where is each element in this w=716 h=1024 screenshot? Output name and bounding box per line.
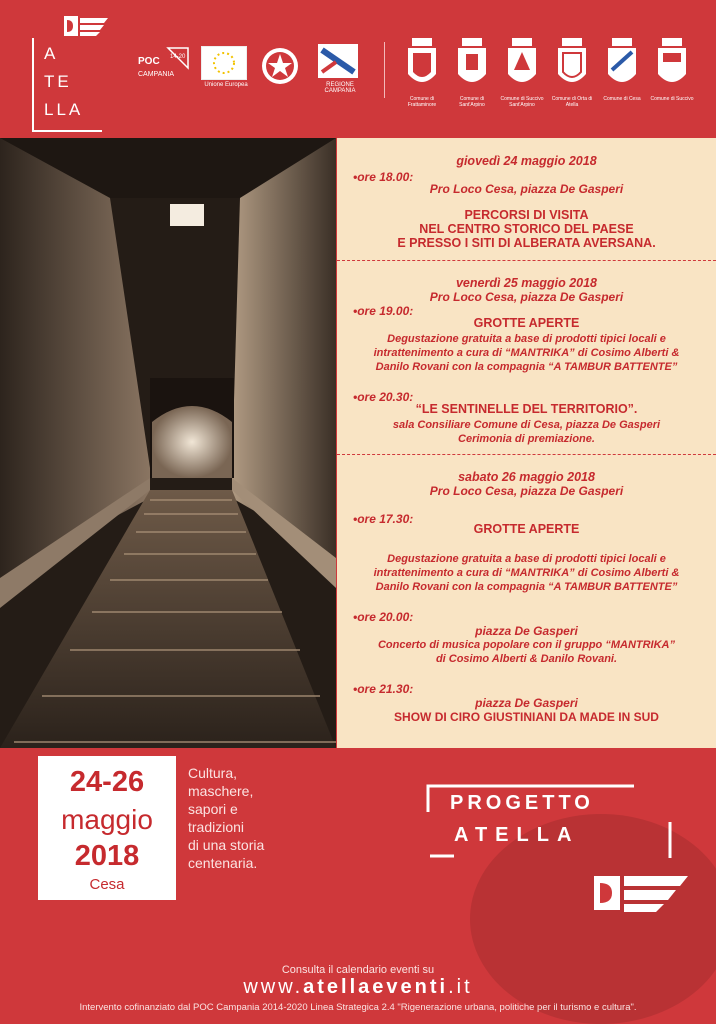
crest-label: Comune di Succivo Sant'Arpino [500, 96, 544, 108]
coat-of-arms-icon [654, 36, 690, 92]
crest-label: Comune di Succivo [650, 96, 694, 102]
website-link[interactable] [0, 976, 716, 999]
tagline-line: sapori e [188, 801, 238, 817]
bottom-band [0, 748, 716, 1024]
coat-of-arms-icon [454, 36, 490, 92]
brand-line-2: TE [44, 72, 72, 91]
day2-place: Pro Loco Cesa, piazza De Gasperi [429, 290, 624, 304]
day3-body-2-line1: Concerto di musica popolare con il gruppo “MANTRIKA” [377, 639, 675, 651]
poc-campania-logo [136, 44, 192, 90]
day3-place-3: piazza De Gasperi [475, 696, 578, 710]
program-panel [337, 138, 716, 748]
day2-time-2: •ore 20.30: [353, 390, 414, 404]
day-divider [337, 260, 716, 261]
eu-caption: Unione Europea [204, 82, 248, 88]
header-divider [384, 42, 385, 98]
day1-place: Pro Loco Cesa, piazza De Gasperi [429, 182, 624, 196]
atella-emblem-icon [64, 16, 108, 40]
day1-title-2: NEL CENTRO STORICO DEL PAESE [419, 222, 634, 236]
project-title-line2: ATELLA [454, 824, 580, 846]
day-divider [337, 454, 716, 455]
day3-time-3: •ore 21.30: [353, 682, 414, 696]
crest-santarpino [454, 36, 490, 108]
url-prefix: www. [243, 976, 304, 998]
coat-of-arms-icon [404, 36, 440, 92]
url-suffix: .it [448, 976, 473, 998]
tagline [188, 764, 318, 872]
eu-flag-icon [201, 46, 247, 80]
crest-orta-di-atella [551, 36, 593, 108]
day3-place-2: piazza De Gasperi [475, 624, 578, 638]
crest-label: Comune di Orta di Atella [551, 96, 593, 108]
day3-body-2-line2: di Cosimo Alberti & Danilo Rovani. [435, 653, 618, 665]
day3-title-1: GROTTE APERTE [473, 522, 580, 536]
brand-line-1: A [44, 44, 59, 63]
day3-time-2: •ore 20.00: [353, 610, 414, 624]
tagline-line: Cultura, [188, 765, 238, 781]
atella-brand-logo [32, 38, 102, 132]
event-town: Cesa [89, 876, 125, 893]
coat-of-arms-icon [504, 36, 540, 92]
event-date-box [38, 756, 176, 900]
day2-title-2: “LE SENTINELLE DEL TERRITORIO”. [415, 402, 638, 416]
regione-campania-logo [312, 44, 366, 92]
poc-campania-icon [136, 44, 192, 84]
event-days: 24-26 [69, 766, 145, 798]
day3-body-1-line2: intrattenimento a cura di “MANTRIKA” di Cosimo Alberti & [373, 567, 680, 579]
day2-body-2-line2: Cerimonia di premiazione. [458, 433, 595, 445]
day2-body-1-line1: Degustazione gratuita a base di prodotti tipici locali e [387, 333, 666, 345]
day2-body-1-line3: Danilo Rovani con la compagnia “A TAMBUR BATTENTE” [375, 361, 678, 373]
atella-emblem-icon [592, 872, 688, 920]
crest-label: Comune di Sant'Arpino [459, 96, 485, 108]
progetto-atella-logo [414, 782, 684, 862]
tunnel-photo-illustration [0, 138, 336, 748]
svg-text:POC: POC [138, 56, 160, 67]
tagline-line: centenaria. [188, 855, 258, 871]
svg-text:14-20: 14-20 [170, 54, 186, 60]
coat-of-arms-icon [554, 36, 590, 92]
day3-place: Pro Loco Cesa, piazza De Gasperi [429, 484, 624, 498]
crest-label: Comune di Cesa [603, 96, 641, 102]
comuni-crests [404, 36, 704, 116]
day3-body-1-line3: Danilo Rovani con la compagnia “A TAMBUR BATTENTE” [375, 581, 678, 593]
tagline-line: maschere, [188, 783, 254, 799]
day3-time-1: •ore 17.30: [353, 512, 414, 526]
coat-of-arms-icon [604, 36, 640, 92]
event-year: 2018 [74, 840, 140, 872]
day1-time: •ore 18.00: [353, 170, 414, 184]
event-month: maggio [61, 804, 153, 835]
project-title-line1: PROGETTO [450, 792, 594, 814]
day2-title-1: GROTTE APERTE [473, 316, 580, 330]
regione-caption: REGIONE CAMPANIA [324, 82, 356, 94]
day2-date: venerdì 25 maggio 2018 [455, 276, 598, 290]
day3-body-1-line1: Degustazione gratuita a base di prodotti tipici locali e [387, 553, 666, 565]
day2-body-2-line1: sala Consiliare Comune di Cesa, piazza De Gasperi [392, 419, 661, 431]
brand-line-3: LLA [44, 100, 84, 119]
crest-label: Comune di Frattaminore [407, 96, 437, 108]
repubblica-emblem-logo [258, 44, 302, 92]
regione-shield-icon [318, 44, 358, 78]
day1-title-3: E PRESSO I SITI DI ALBERATA AVERSANA. [397, 236, 656, 250]
day3-date: sabato 26 maggio 2018 [458, 470, 595, 484]
url-name: atellaeventi [303, 976, 449, 998]
day2-body-1-line2: intrattenimento a cura di “MANTRIKA” di Cosimo Alberti & [373, 347, 680, 359]
day1-date: giovedì 24 maggio 2018 [456, 154, 597, 168]
header [0, 0, 716, 138]
tagline-line: tradizioni [188, 819, 245, 835]
tagline-line: di una storia [188, 837, 265, 853]
crest-frattaminore [404, 36, 440, 108]
day2-time-1: •ore 19.00: [353, 304, 414, 318]
tunnel-staircase-photo [0, 138, 336, 748]
crest-cesa [603, 36, 641, 102]
eu-flag-logo [198, 44, 248, 92]
day3-title-3: SHOW DI CIRO GIUSTINIANI DA MADE IN SUD [394, 710, 659, 724]
consult-text: Consulta il calendario eventi su [281, 964, 435, 976]
funding-footer: Intervento cofinanziato dal POC Campania 2014-2020 Linea Strategica 2.4 "Rigenerazione urbana, politiche per il turismo e cultura". [79, 1002, 637, 1013]
crest-succivo [650, 36, 694, 102]
svg-text:CAMPANIA: CAMPANIA [138, 71, 175, 78]
day1-title-1: PERCORSI DI VISITA [464, 208, 589, 222]
star-emblem-icon [258, 44, 302, 88]
crest-succivo-santarpino [500, 36, 544, 108]
